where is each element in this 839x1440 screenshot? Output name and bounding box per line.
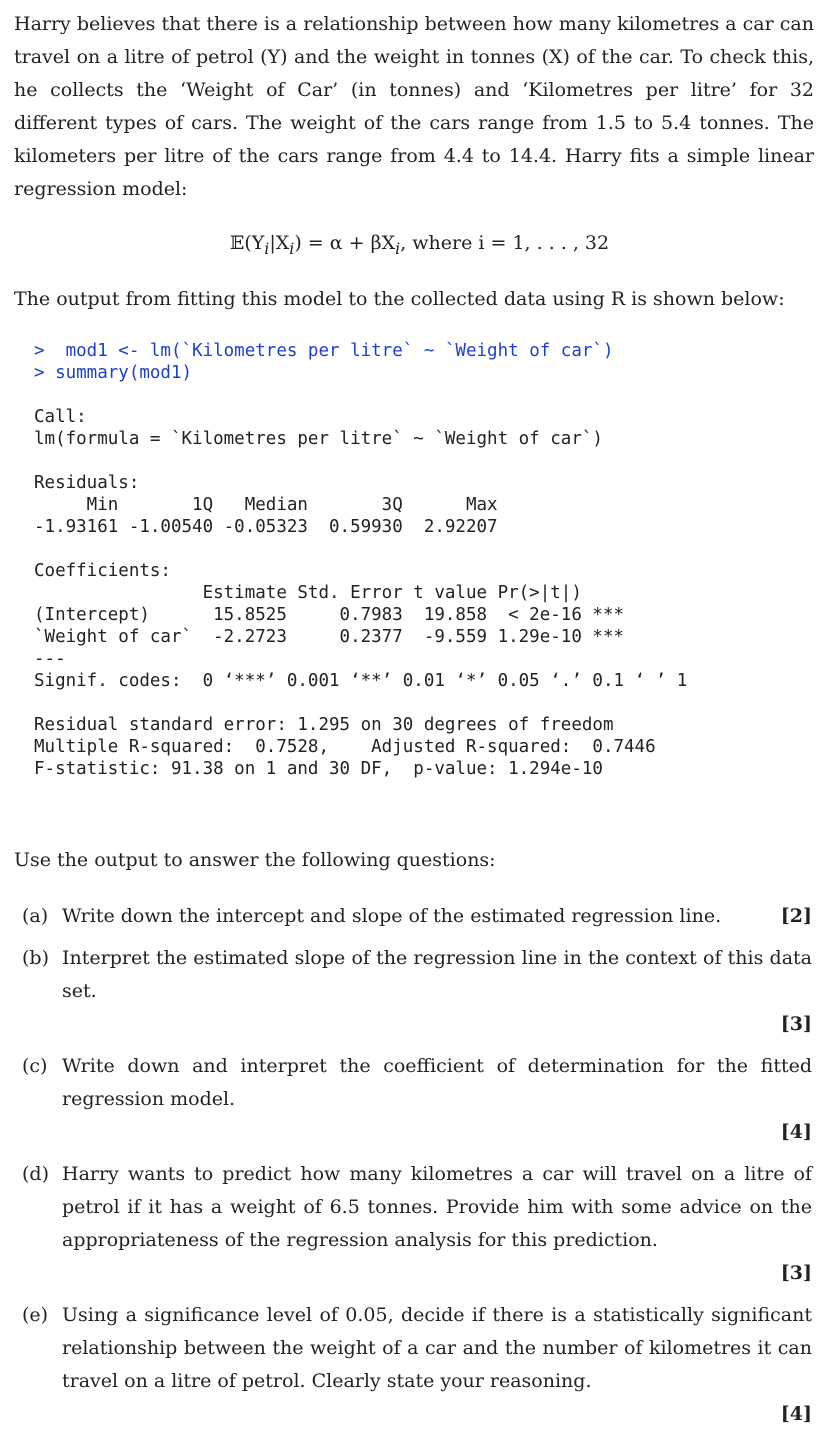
- r-output-block: [34, 340, 687, 780]
- r-coef-header: Estimate Std. Error t value Pr(>|t|): [34, 583, 625, 603]
- equation-where: , where i = 1, . . . , 32: [400, 232, 610, 254]
- r-prompt: >: [34, 341, 66, 361]
- r-separator: ---: [34, 649, 66, 669]
- regression-equation: $𝔼(Y_i|X_i) = \alpha + \beta X_i$, where i = 1, . . . , 32: [229, 232, 610, 258]
- question-text: Write down and interpret the coefficient of determination for the fitted regression model.: [62, 1055, 812, 1110]
- question-c: [22, 1050, 812, 1149]
- question-text: Interpret the estimated slope of the regression line in the context of this data set.: [62, 947, 812, 1002]
- r-call-label: Call:: [34, 407, 87, 427]
- r-residuals-header: Min 1Q Median 3Q Max: [34, 495, 509, 515]
- r-coef-intercept-row: (Intercept) 15.8525 0.7983 19.858 < 2e-16 ***: [34, 605, 625, 625]
- question-mark: [4]: [780, 1403, 812, 1425]
- question-text: Write down the intercept and slope of the estimated regression line.: [62, 905, 722, 927]
- question-mark: [2]: [780, 905, 812, 927]
- r-command-text: mod1 <- lm(`Kilometres per litre` ~ `Weight of car`): [65, 341, 614, 361]
- r-command-text: summary(mod1): [55, 363, 193, 383]
- r-prompt: >: [34, 363, 56, 383]
- r-f-statistic: F-statistic: 91.38 on 1 and 30 DF, p-value: 1.294e-10: [34, 759, 603, 779]
- question-d: [22, 1158, 812, 1290]
- question-label: (d): [22, 1163, 49, 1185]
- equation-rhs: ) = α + βX: [294, 232, 396, 254]
- r-signif-codes: Signif. codes: 0 ‘***’ 0.001 ‘**’ 0.01 ‘*’ 0.05 ‘.’ 0.1 ‘ ’ 1: [34, 671, 688, 691]
- question-list: [22, 900, 812, 1440]
- question-mark: [3]: [780, 1013, 812, 1035]
- r-coef-weight-row: `Weight of car` -2.2723 0.2377 -9.559 1.29e-10 ***: [34, 627, 625, 647]
- question-mark: [4]: [780, 1121, 812, 1143]
- question-label: (b): [22, 947, 49, 969]
- questions-intro: Use the output to answer the following questions:: [14, 849, 496, 871]
- question-a: [22, 900, 812, 933]
- question-label: (c): [22, 1055, 48, 1077]
- equation-mid: |X: [269, 232, 290, 254]
- question-label: (a): [22, 905, 49, 927]
- r-command-2: [34, 362, 687, 384]
- r-residuals-values: -1.93161 -1.00540 -0.05323 0.59930 2.92207: [34, 517, 509, 537]
- r-residual-se: Residual standard error: 1.295 on 30 degrees of freedom: [34, 715, 614, 735]
- question-label: (e): [22, 1304, 49, 1326]
- intro-paragraph: Harry believes that there is a relationship between how many kilometres a car can travel on a litre of petrol (Y) and the weight in tonnes (X) of the car. To check this, he collects the ‘Weight of Car’ (in tonnes) and ‘Kilometres per litre’ for 32 different types of cars. The weight of the cars range from 1.5 to 5.4 tonnes. The kilometers per litre of the cars range from 4.4 to 14.4. Harry fits a simple linear regression model:: [14, 13, 814, 200]
- equation-lhs: 𝔼(Y: [229, 232, 265, 254]
- r-command-1: [34, 340, 687, 362]
- question-text: Harry wants to predict how many kilometres a car will travel on a litre of petrol if it has a weight of 6.5 tonnes. Provide him with some advice on the appropriateness of the regression analysis for this prediction.: [62, 1163, 812, 1251]
- r-residuals-label: Residuals:: [34, 473, 140, 493]
- r-call-line: lm(formula = `Kilometres per litre` ~ `Weight of car`): [34, 429, 603, 449]
- question-text: Using a significance level of 0.05, decide if there is a statistically significant relationship between the weight of a car and the number of kilometres it can travel on a litre of petrol. Clearly state your reasoning.: [62, 1304, 812, 1392]
- r-coef-label: Coefficients:: [34, 561, 171, 581]
- question-e: [22, 1299, 812, 1431]
- question-b: [22, 942, 812, 1041]
- r-r-squared: Multiple R-squared: 0.7528, Adjusted R-squared: 0.7446: [34, 737, 667, 757]
- question-mark: [3]: [780, 1262, 812, 1284]
- output-intro: The output from fitting this model to the collected data using R is shown below:: [14, 288, 785, 310]
